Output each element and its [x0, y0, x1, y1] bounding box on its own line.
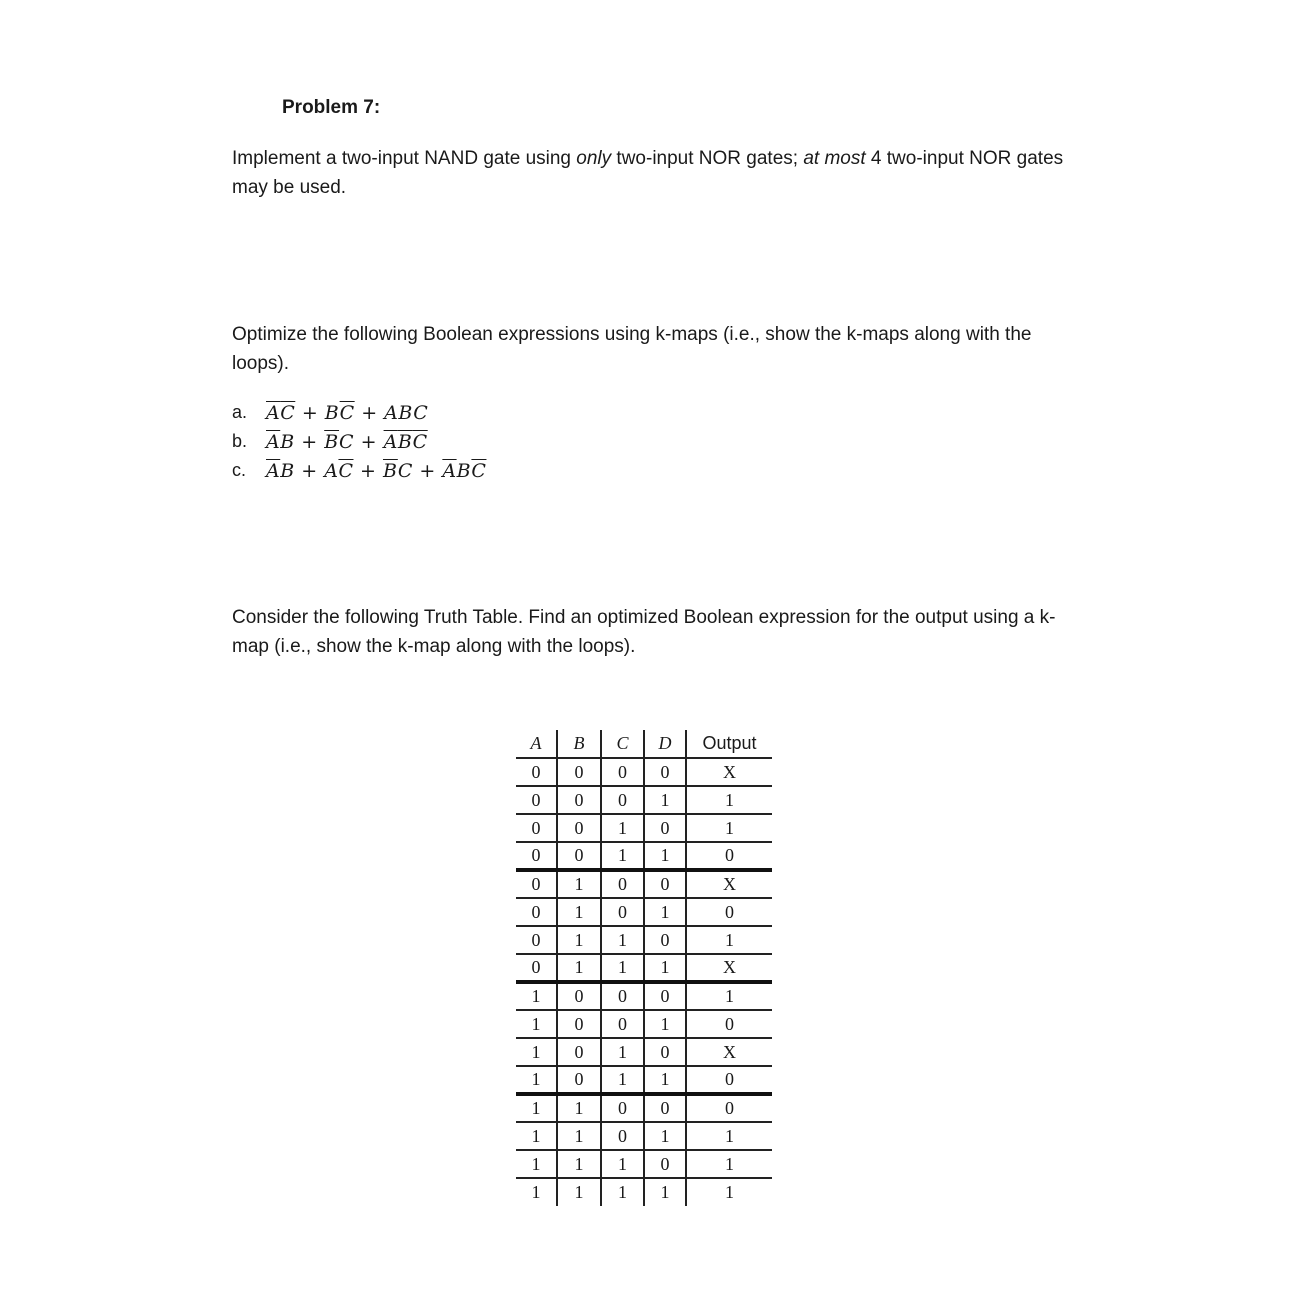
cell-output: 1	[686, 814, 772, 842]
cell-b: 0	[557, 1038, 601, 1066]
plus-operator: +	[354, 430, 384, 453]
cell-b: 0	[557, 758, 601, 786]
nand-instruction-text-2: two-input NOR gates;	[611, 148, 804, 169]
cell-output: X	[686, 758, 772, 786]
term-literal: B	[280, 459, 295, 482]
column-header-b: B	[557, 730, 601, 758]
cell-c: 0	[601, 982, 644, 1010]
boolean-expression	[266, 402, 428, 424]
table-row	[516, 898, 772, 926]
cell-output: 1	[686, 786, 772, 814]
cell-output: 0	[686, 1010, 772, 1038]
cell-b: 1	[557, 870, 601, 898]
term-literal: ABC	[384, 401, 429, 424]
table-row	[516, 1010, 772, 1038]
cell-c: 0	[601, 1010, 644, 1038]
cell-d: 0	[644, 814, 686, 842]
table-row	[516, 1178, 772, 1206]
cell-b: 0	[557, 814, 601, 842]
table-row	[516, 1094, 772, 1122]
term-literal: $\overline{C}$	[471, 459, 487, 482]
term-literal: $\overline{A}$	[442, 459, 457, 482]
cell-a: 0	[516, 870, 557, 898]
cell-a: 0	[516, 898, 557, 926]
cell-d: 1	[644, 786, 686, 814]
cell-a: 1	[516, 1066, 557, 1094]
boolean-expression	[266, 460, 486, 482]
table-row	[516, 926, 772, 954]
cell-b: 1	[557, 1094, 601, 1122]
term-literal: $\overline{C}$	[338, 459, 354, 482]
cell-d: 1	[644, 898, 686, 926]
cell-a: 0	[516, 786, 557, 814]
cell-d: 0	[644, 1094, 686, 1122]
cell-d: 1	[644, 1178, 686, 1206]
table-row	[516, 1150, 772, 1178]
cell-b: 0	[557, 982, 601, 1010]
term-literal: B	[280, 430, 295, 453]
term-literal: C	[339, 430, 355, 453]
cell-a: 0	[516, 758, 557, 786]
boolean-expression	[266, 431, 428, 453]
truth-table-header-row	[516, 730, 772, 758]
cell-c: 0	[601, 1094, 644, 1122]
cell-b: 0	[557, 1010, 601, 1038]
plus-operator: +	[294, 430, 325, 453]
cell-d: 0	[644, 870, 686, 898]
cell-b: 0	[557, 842, 601, 870]
expression-item-b	[232, 427, 486, 456]
cell-output: X	[686, 1038, 772, 1066]
cell-a: 1	[516, 1150, 557, 1178]
cell-output: 1	[686, 982, 772, 1010]
cell-output: 1	[686, 926, 772, 954]
cell-a: 0	[516, 926, 557, 954]
term-literal: $\overline{C}$	[412, 430, 428, 453]
cell-a: 1	[516, 1122, 557, 1150]
expression-item-a	[232, 398, 486, 427]
cell-c: 1	[601, 926, 644, 954]
cell-a: 1	[516, 982, 557, 1010]
cell-c: 1	[601, 814, 644, 842]
term-literal: $\overline{C}$	[339, 401, 355, 424]
cell-d: 0	[644, 758, 686, 786]
cell-d: 0	[644, 1150, 686, 1178]
cell-output: 0	[686, 898, 772, 926]
cell-c: 1	[601, 1038, 644, 1066]
table-row	[516, 814, 772, 842]
plus-operator: +	[354, 401, 385, 424]
cell-c: 1	[601, 1178, 644, 1206]
cell-a: 1	[516, 1094, 557, 1122]
expression-marker: b.	[232, 431, 248, 451]
term-literal: $\overline{B}$	[382, 459, 398, 482]
cell-a: 1	[516, 1010, 557, 1038]
term-literal: $\overline{C}$	[280, 401, 296, 424]
term-literal: A	[324, 459, 339, 482]
cell-output: 1	[686, 1150, 772, 1178]
plus-operator: +	[294, 459, 325, 482]
table-row	[516, 870, 772, 898]
term-literal: $\overline{A}$	[266, 430, 281, 453]
cell-c: 1	[601, 842, 644, 870]
cell-output: X	[686, 954, 772, 982]
cell-output: 1	[725, 1182, 734, 1202]
truth-table-body	[516, 758, 772, 1206]
term-literal: $\overline{B}$	[397, 430, 413, 453]
nand-instruction-text-1: Implement a two-input NAND gate using	[232, 148, 577, 169]
cell-d: 0	[644, 1038, 686, 1066]
nand-instruction-text-3: 4 two-input NOR gates may be used.	[232, 148, 1064, 198]
cell-d: 1	[644, 954, 686, 982]
cell-d: 1	[644, 1010, 686, 1038]
cell-b: 1	[557, 1122, 601, 1150]
expression-list	[232, 398, 486, 485]
term-literal: B	[456, 459, 472, 482]
table-row	[516, 842, 772, 870]
table-row	[516, 758, 772, 786]
expression-marker: a.	[232, 402, 248, 422]
cell-b: 1	[557, 898, 601, 926]
cell-c: 1	[601, 1066, 644, 1094]
kmap-instruction: Optimize the following Boolean expressions using k-maps (i.e., show the k-maps along with the loops).	[232, 324, 1032, 374]
term-literal: $\overline{A}$	[383, 430, 398, 453]
page-title: Problem 7:	[282, 97, 381, 118]
cell-c: 0	[601, 898, 644, 926]
term-literal: B	[324, 401, 340, 424]
column-header-c: C	[601, 730, 644, 758]
cell-d: 1	[644, 842, 686, 870]
cell-c: 1	[601, 1150, 644, 1178]
cell-output: 0	[686, 1094, 772, 1122]
cell-a: 0	[516, 842, 557, 870]
column-header-output: Output	[686, 730, 772, 758]
truth-table-instruction: Consider the following Truth Table. Find an optimized Boolean expression for the output using a k-map (i.e., show the k-map along with the loops).	[232, 607, 1056, 657]
plus-operator: +	[353, 459, 383, 482]
cell-c: 0	[601, 786, 644, 814]
term-literal: C	[397, 459, 413, 482]
cell-b: 1	[557, 1150, 601, 1178]
cell-b: 0	[557, 1066, 601, 1094]
cell-a: 0	[516, 814, 557, 842]
column-header-d: D	[644, 730, 686, 758]
cell-output: 1	[686, 1122, 772, 1150]
table-row	[516, 1066, 772, 1094]
column-header-a: A	[516, 730, 557, 758]
cell-a: 1	[516, 1178, 557, 1206]
cell-c: 0	[601, 870, 644, 898]
cell-output: X	[686, 870, 772, 898]
expression-item-c	[232, 456, 486, 485]
cell-b: 1	[557, 1178, 601, 1206]
table-row	[516, 1038, 772, 1066]
table-row	[516, 982, 772, 1010]
truth-table	[516, 730, 772, 1206]
nand-instruction	[232, 144, 1092, 202]
term-literal: $\overline{A}$	[266, 401, 281, 424]
cell-b: 1	[557, 954, 601, 982]
cell-d: 1	[644, 1122, 686, 1150]
cell-d: 0	[644, 926, 686, 954]
table-row	[516, 786, 772, 814]
term-literal: $\overline{B}$	[324, 430, 340, 453]
term-literal: $\overline{A}$	[266, 459, 281, 482]
table-row	[516, 1122, 772, 1150]
table-row	[516, 954, 772, 982]
nand-instruction-emphasis-only: only	[576, 148, 612, 169]
cell-c: 1	[601, 954, 644, 982]
cell-a: 1	[516, 1038, 557, 1066]
cell-output: 0	[686, 842, 772, 870]
cell-b: 1	[557, 926, 601, 954]
cell-d: 1	[644, 1066, 686, 1094]
cell-c: 0	[601, 758, 644, 786]
cell-c: 0	[601, 1122, 644, 1150]
cell-output: 0	[686, 1066, 772, 1094]
cell-d: 0	[644, 982, 686, 1010]
expression-marker: c.	[232, 460, 247, 480]
cell-b: 0	[557, 786, 601, 814]
plus-operator: +	[295, 401, 325, 424]
cell-a: 0	[516, 954, 557, 982]
nand-instruction-emphasis-at-most: at most	[803, 148, 866, 169]
plus-operator: +	[412, 459, 443, 482]
